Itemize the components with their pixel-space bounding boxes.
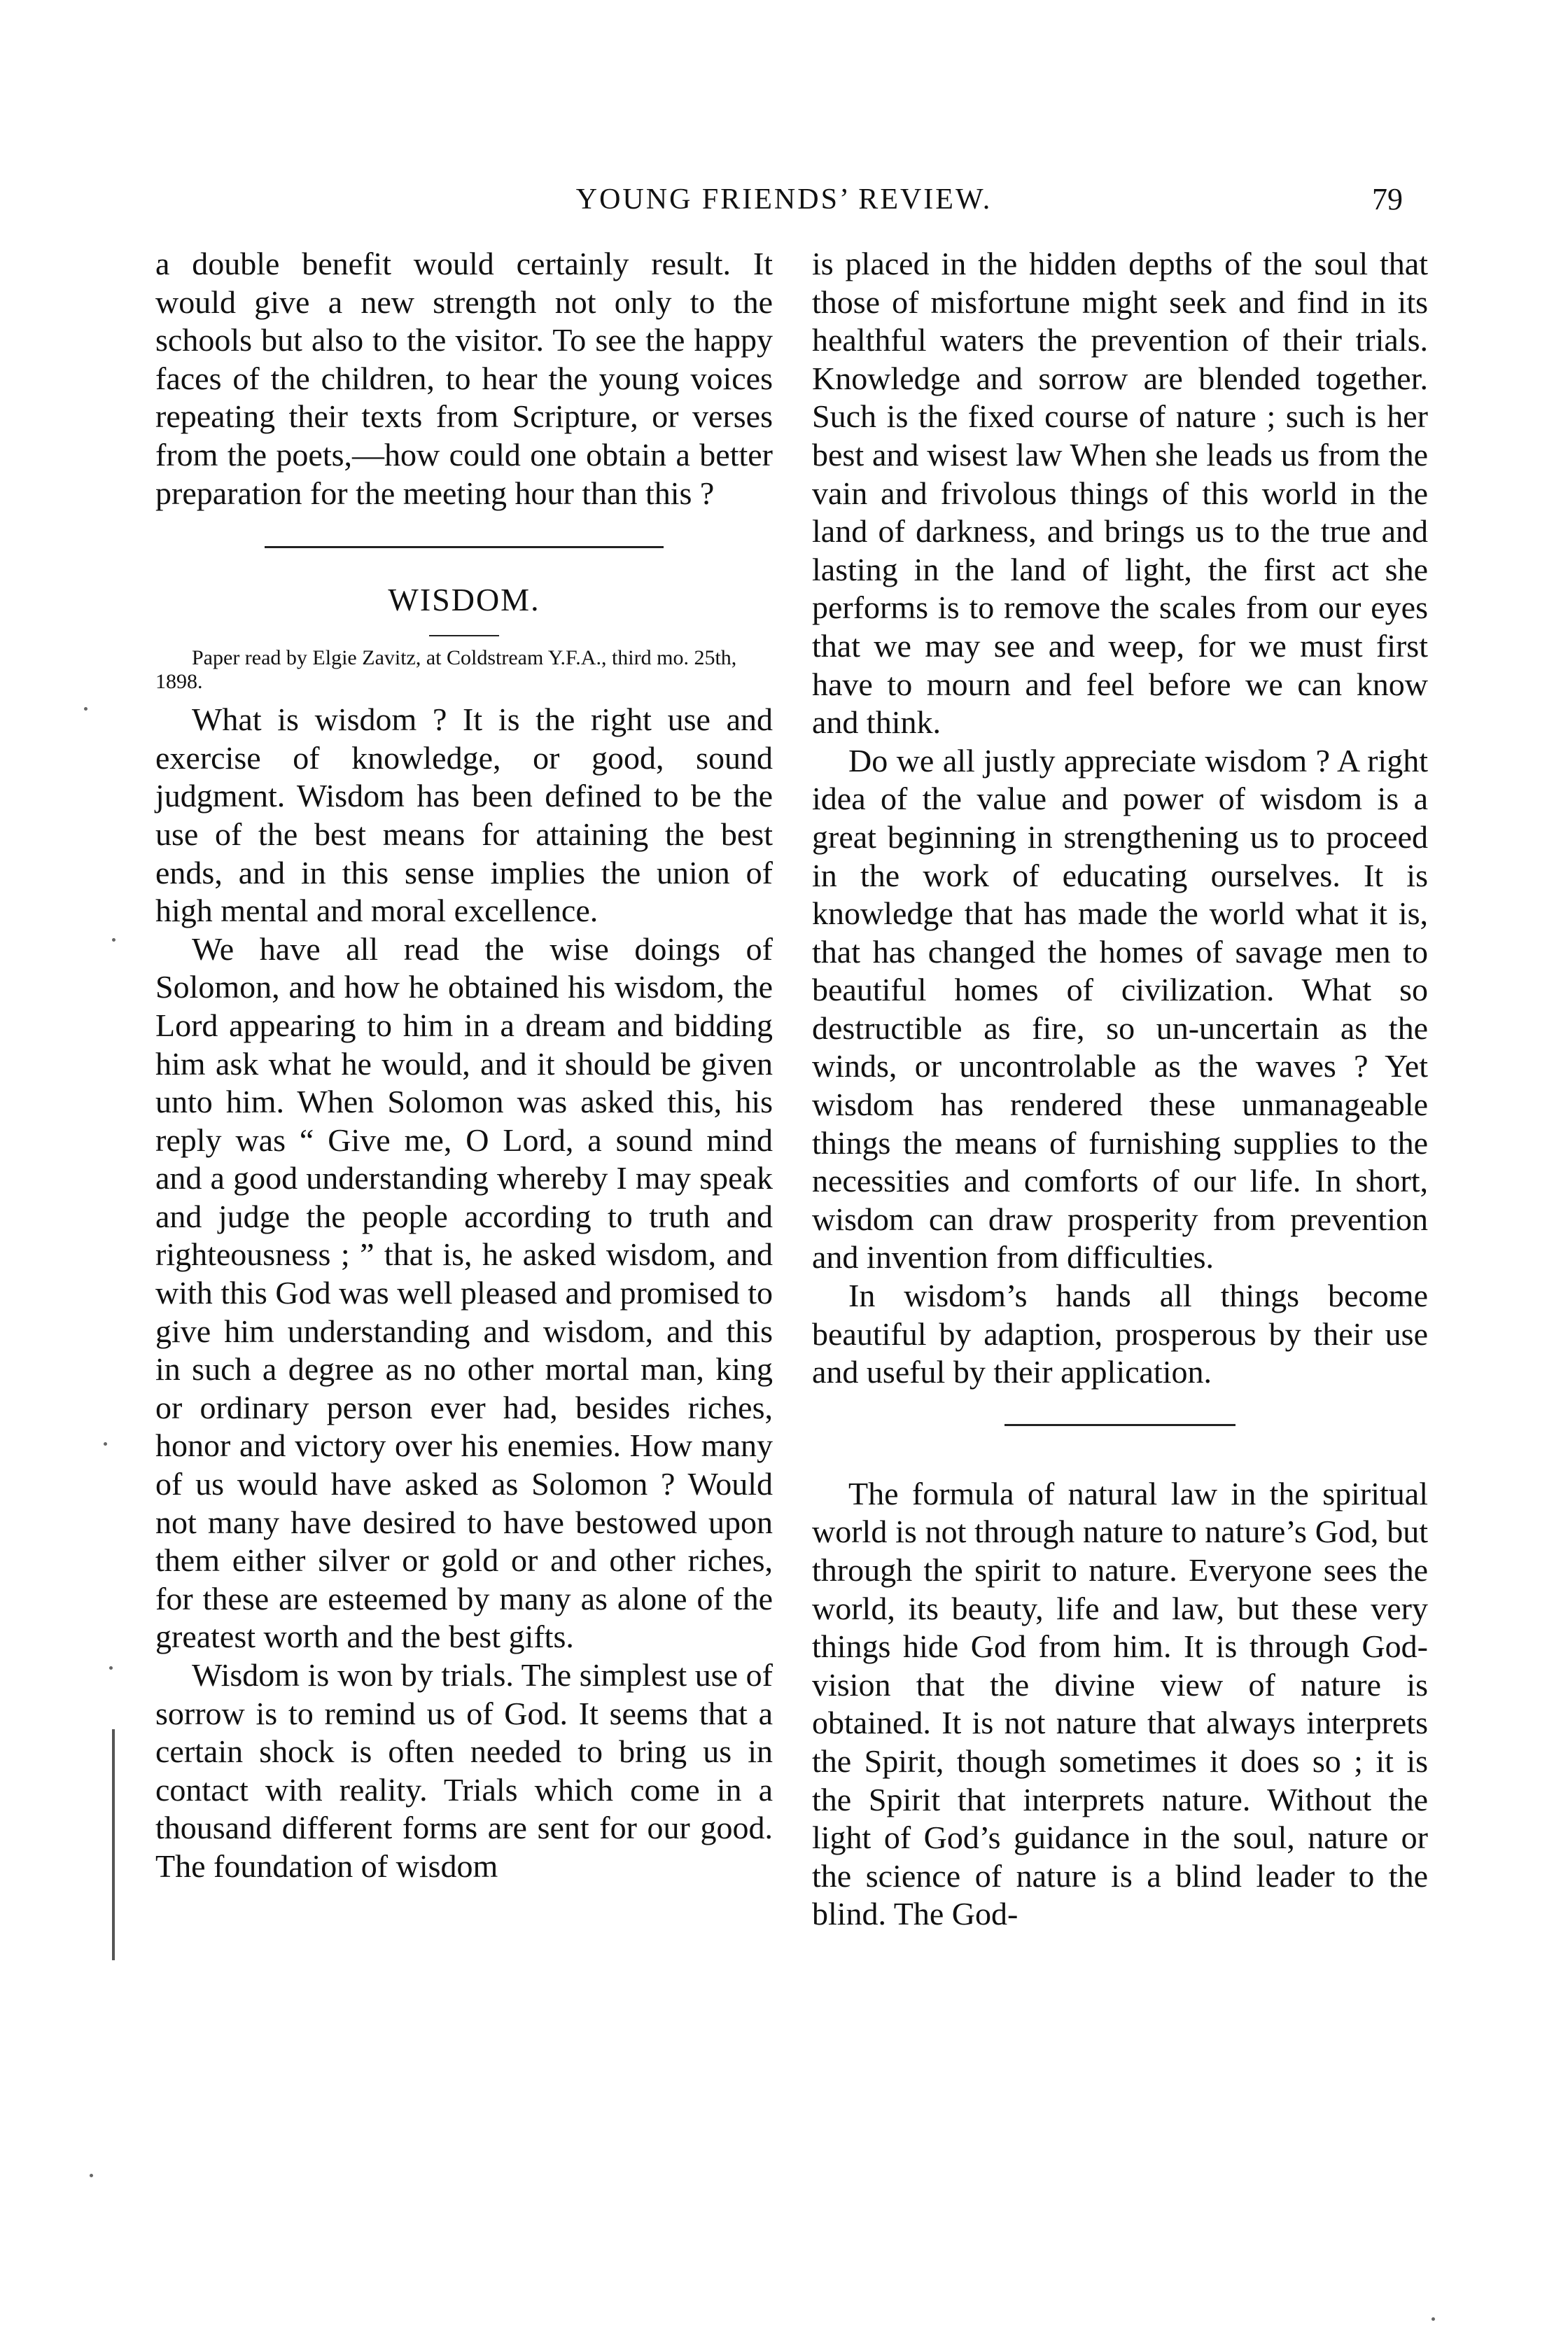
running-head (0, 179, 1568, 221)
section-divider (1004, 1424, 1236, 1426)
body-paragraph: In wisdom’s hands all things become beautiful by adaption, prosperous by their use and useful by their application. (812, 1278, 1428, 1390)
body-paragraph: Wisdom is won by trials. The simplest use of sorrow is to remind us of God. It seems that a certain shock is often needed to bring us in contact with reality. Trials which come in a thousand different forms are sent for our good. The foundation of wisdom (155, 1657, 773, 1884)
article-title: WISDOM. (388, 582, 540, 618)
left-column (155, 245, 773, 1886)
margin-speck (1432, 2317, 1435, 2321)
margin-speck (109, 1666, 113, 1670)
running-title: YOUNG FRIENDS’ REVIEW. (575, 183, 993, 216)
article-byline: Paper read by Elgie Zavitz, at Coldstream Y.F.A., third mo. 25th, 1898. (155, 646, 737, 694)
intro-paragraph: a double benefit would certainly result. It would give a new strength not only to the schools but also to the visitor. To see the happy faces of the children, to hear the young voices repeating their texts from Scripture, or verses from the poets,—how could one obtain a better preparation for the meeting hour than this ? (155, 246, 773, 511)
section-divider (265, 546, 664, 548)
second-article-paragraph: The formula of natural law in the spiritual world is not through nature to nature’s God, but through the spirit to nature. Everyone sees the world, its beauty, life and law, but these very things hide God from him. It is through God-vision that the divine view of nature is obtained. It is not nature that always interprets the Spirit, though sometimes it does so ; it is the Spirit that interprets nature. Without the light of God’s guidance in the soul, nature or the science of nature is a blind leader to the blind. The God- (812, 1475, 1428, 1932)
body-paragraph: is placed in the hidden depths of the soul that those of misfortune might seek and find in its healthful waters the prevention of their trials. Knowledge and sorrow are blended together. Such is the fixed course of nature ; such is her best and wisest law When she leads us from the vain and frivolous things of this world in the land of darkness, and brings us to the true and lasting in the land of light, the first act she performs is to remove the scales from our eyes that we may see and weep, for we must first have to mourn and feel before we can know and think. (812, 246, 1428, 741)
margin-speck (84, 707, 88, 711)
gutter-scan-mark (112, 1729, 115, 1960)
right-column (812, 245, 1428, 1934)
margin-speck (112, 938, 115, 942)
page-number: 79 (1372, 182, 1403, 216)
body-paragraph: What is wisdom ? It is the right use and exercise of knowledge, or good, sound judgment. Wisdom has been defined to be the use of the best means for attaining the best ends, and in this sense implies the union of high mental and moral excellence. (155, 701, 773, 929)
title-underline (429, 635, 499, 636)
margin-speck (104, 1442, 107, 1446)
body-paragraph: We have all read the wise doings of Solomon, and how he obtained his wisdom, the Lord appearing to him in a dream and bidding him ask what he would, and it should be given unto him. When Solomon was asked this, his reply was “ Give me, O Lord, a sound mind and a good understanding whereby I may speak and judge the people according to truth and righteousness ; ” that is, he asked wisdom, and with this God was well pleased and promised to give him understanding and wisdom, and this in such a degree as no other mortal man, king or ordinary person ever had, besides riches, honor and victory over his enemies. How many of us would have asked as Solomon ? Would not many have desired to have bestowed upon them either silver or gold or and other riches, for these are esteemed by many as alone of the greatest worth and the best gifts. (155, 930, 773, 1655)
margin-speck (90, 2174, 93, 2177)
body-paragraph: Do we all justly appreciate wisdom ? A right idea of the value and power of wisdom is a great beginning in strengthening us to proceed in the work of educating ourselves. It is knowledge that has made the world what it is, that has changed the homes of savage men to beautiful homes of civilization. What so destructible as fire, so un-uncertain as the winds, or uncontrolable as the waves ? Yet wisdom has rendered these unmanageable things the means of furnishing supplies to the necessities and comforts of our life. In short, wisdom can draw prosperity from prevention and invention from difficulties. (812, 742, 1428, 1276)
